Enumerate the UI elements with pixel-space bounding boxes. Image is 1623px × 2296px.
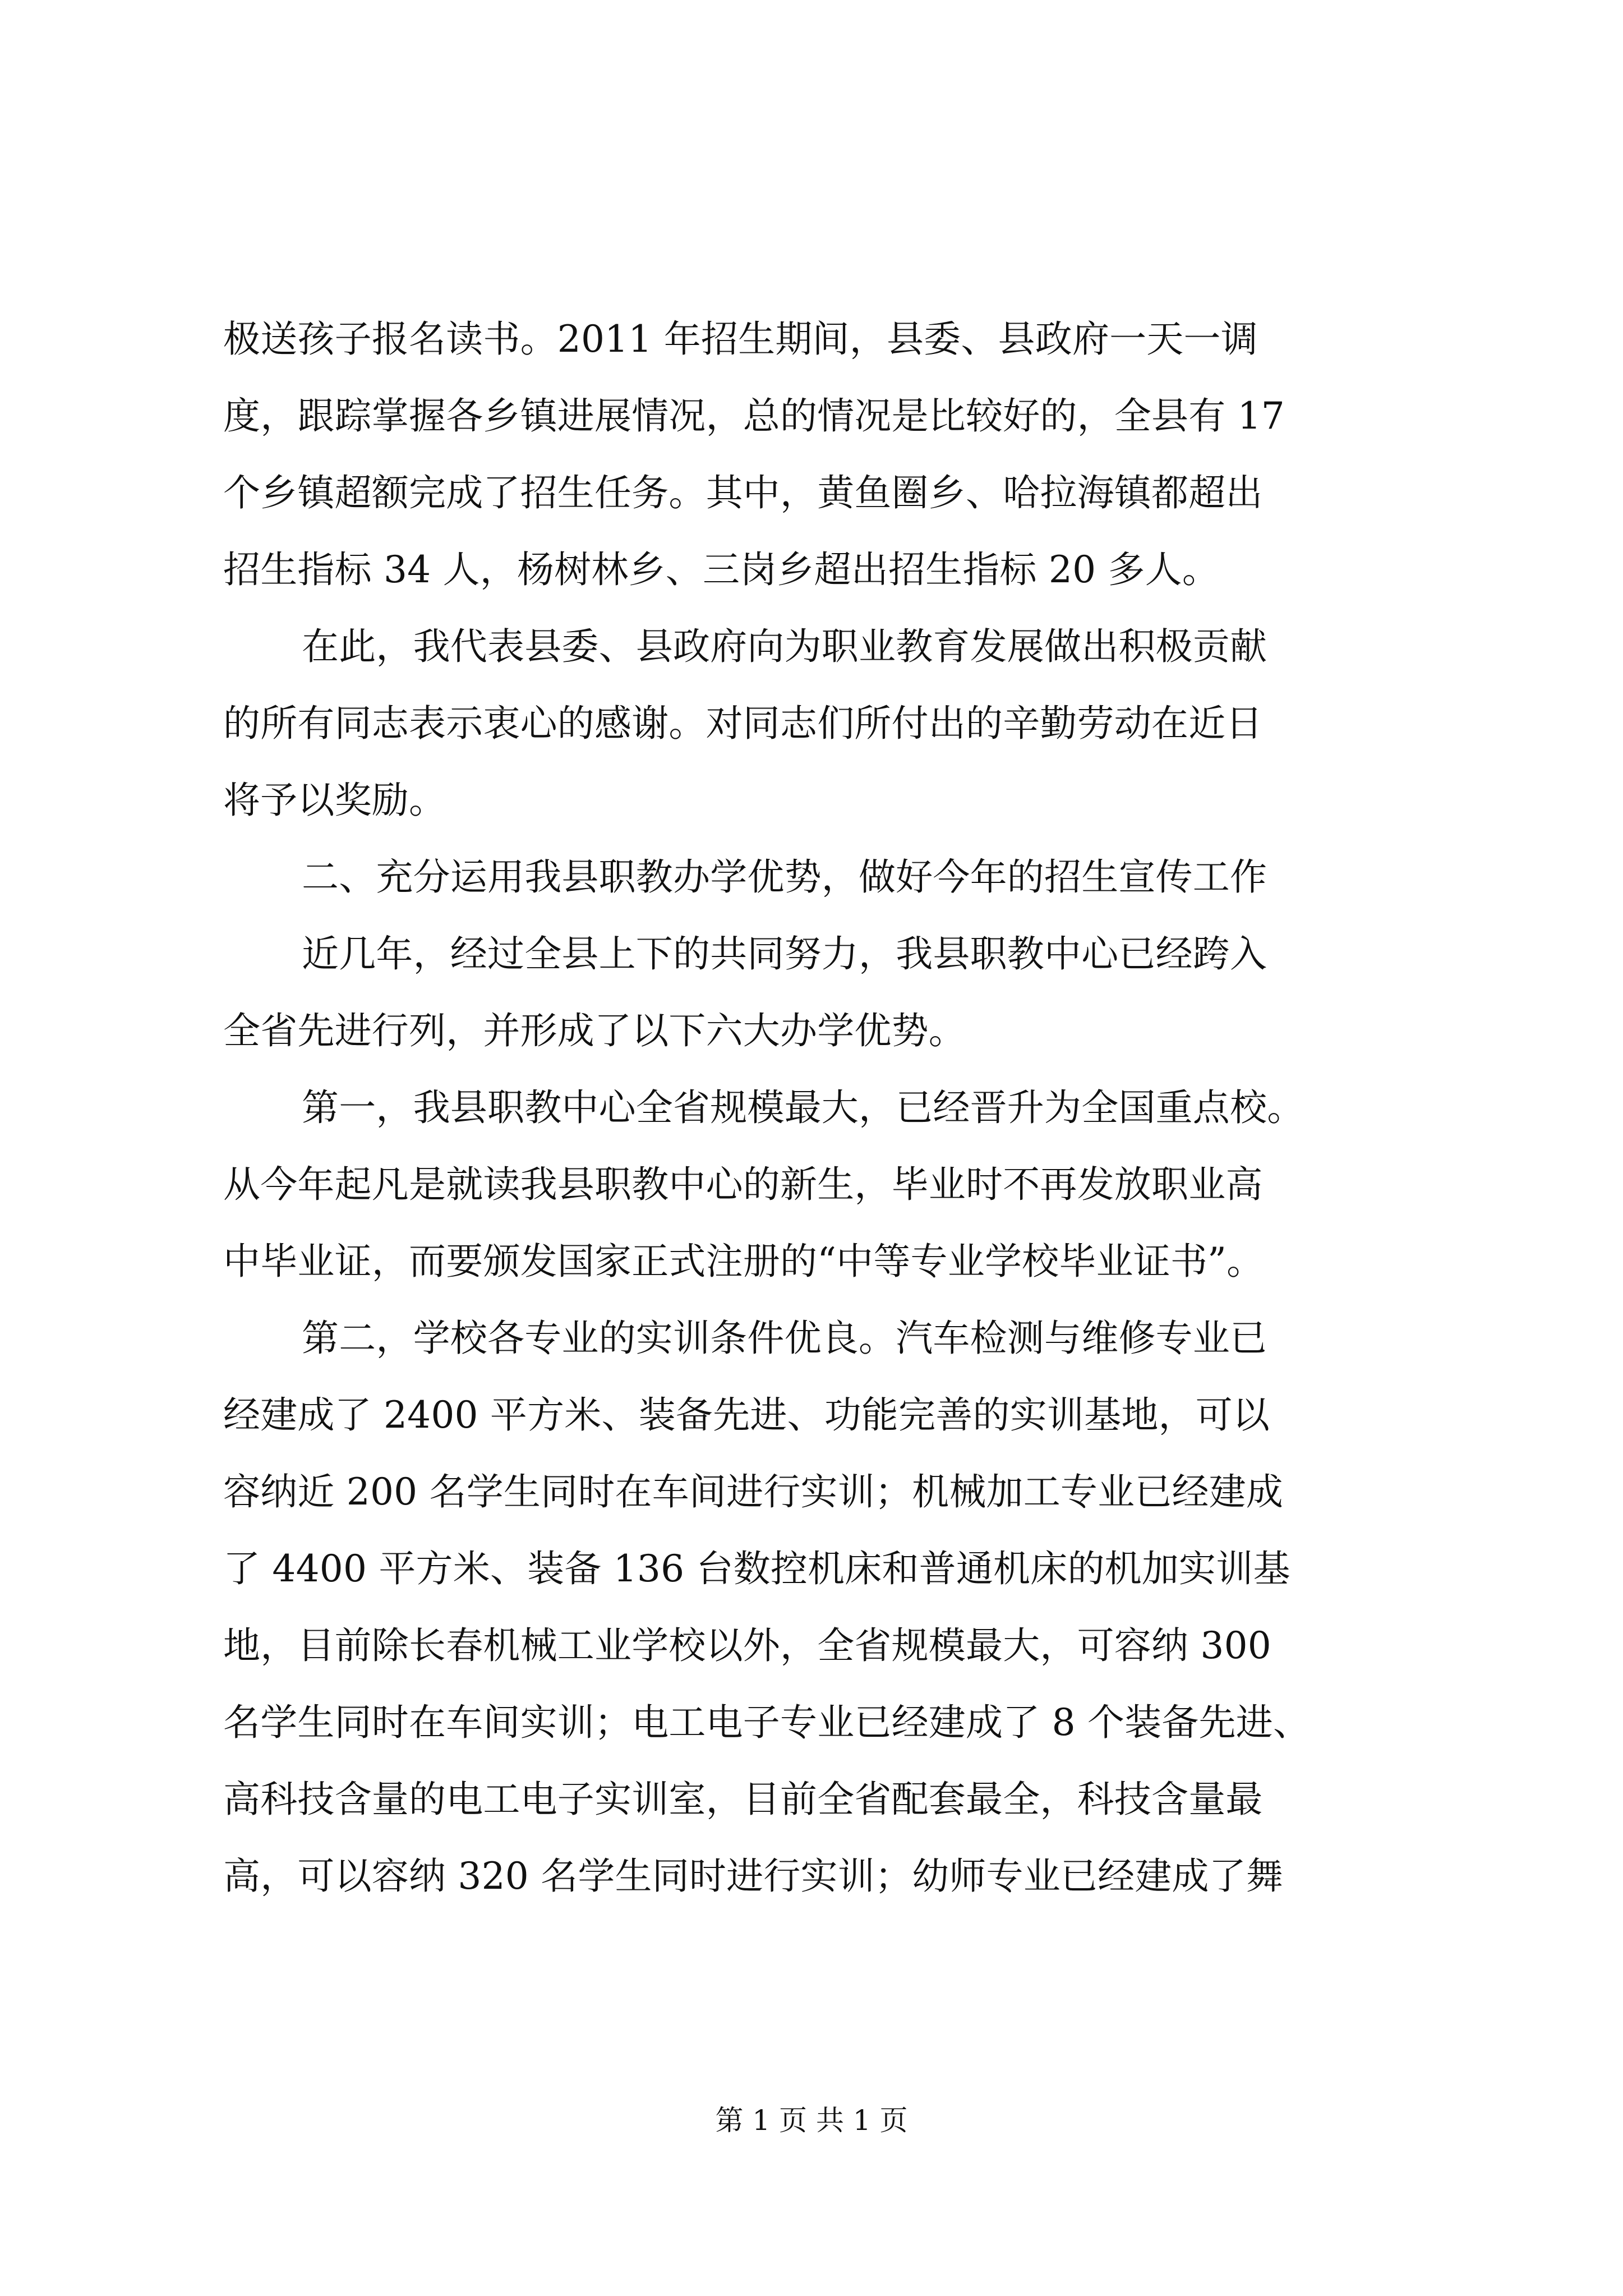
text-line: 高科技含量的电工电子实训室，目前全省配套最全，科技含量最: [223, 1778, 1263, 1821]
section-heading: 二、充分运用我县职教办学优势，做好今年的招生宣传工作: [302, 855, 1267, 899]
text-line: 从今年起凡是就读我县职教中心的新生，毕业时不再发放职业高: [223, 1163, 1263, 1206]
text-line: 容纳近 200 名学生同时在车间进行实训；机械加工专业已经建成: [223, 1470, 1284, 1513]
text-line: 极送孩子报名读书。2011 年招生期间，县委、县政府一天一调: [223, 318, 1258, 361]
text-line: 招生指标 34 人，杨树林乡、三岗乡超出招生指标 20 多人。: [223, 548, 1220, 591]
text-line: 将予以奖励。: [223, 779, 446, 822]
text-line: 全省先进行列，并形成了以下六大办学优势。: [223, 1009, 966, 1052]
paragraph-start-line: 在此，我代表县委、县政府向为职业教育发展做出积极贡献: [302, 625, 1267, 668]
paragraph-start-line: 第一，我县职教中心全省规模最大，已经晋升为全国重点校。: [302, 1086, 1304, 1129]
page-number-footer: 第 1 页 共 1 页: [715, 2104, 908, 2137]
text-line: 度，跟踪掌握各乡镇进展情况，总的情况是比较好的，全县有 17: [223, 394, 1285, 438]
text-line: 了 4400 平方米、装备 136 台数控机床和普通机床的机加实训基: [223, 1547, 1290, 1590]
text-line: 高，可以容纳 320 名学生同时进行实训；幼师专业已经建成了舞: [223, 1855, 1284, 1898]
paragraph-start-line: 近几年，经过全县上下的共同努力，我县职教中心已经跨入: [302, 932, 1267, 976]
text-line: 地，目前除长春机械工业学校以外，全省规模最大，可容纳 300: [223, 1624, 1271, 1667]
paragraph-start-line: 第二，学校各专业的实训条件优良。汽车检测与维修专业已: [302, 1317, 1267, 1360]
text-line: 名学生同时在车间实训；电工电子专业已经建成了 8 个装备先进、: [223, 1701, 1311, 1744]
document-body: [223, 301, 1407, 1915]
text-line: 中毕业证，而要颁发国家正式注册的“中等专业学校毕业证书”。: [223, 1240, 1264, 1283]
text-line: 经建成了 2400 平方米、装备先进、功能完善的实训基地，可以: [223, 1393, 1270, 1437]
text-line: 个乡镇超额完成了招生任务。其中，黄鱼圈乡、哈拉海镇都超出: [223, 471, 1263, 514]
text-line: 的所有同志表示衷心的感谢。对同志们所付出的辛勤劳动在近日: [223, 702, 1263, 745]
